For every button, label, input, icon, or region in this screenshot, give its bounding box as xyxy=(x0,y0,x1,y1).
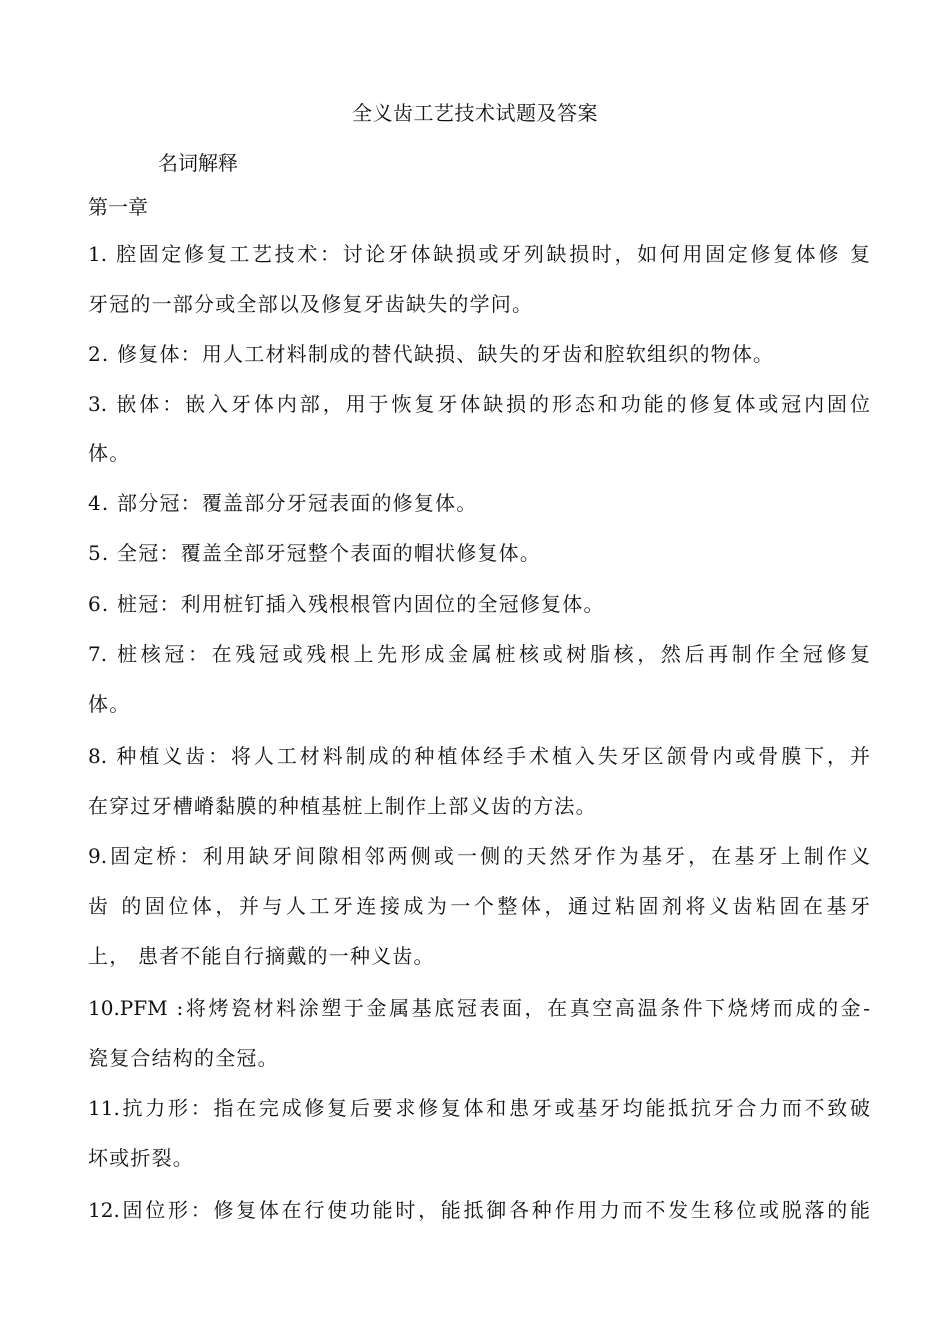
text-line: 11.抗力形：指在完成修复后要求修复体和患牙或基牙均能抵抗牙合力而不致破 xyxy=(88,1096,870,1120)
chapter-heading: 第一章 xyxy=(88,195,148,219)
text-line: 4. 部分冠：覆盖部分牙冠表面的修复体。 xyxy=(88,491,478,515)
text-line: 牙冠的一部分或全部以及修复牙齿缺失的学问。 xyxy=(88,292,534,316)
text-line: 9.固定桥：利用缺牙间隙相邻两侧或一侧的天然牙作为基牙，在基牙上制作义 xyxy=(88,844,870,868)
text-line: 体。 xyxy=(88,692,131,716)
text-line: 7. 桩核冠：在残冠或残根上先形成金属桩核或树脂核，然后再制作全冠修复 xyxy=(88,642,870,666)
text-line: 3. 嵌体：嵌入牙体内部，用于恢复牙体缺损的形态和功能的修复体或冠内固位 xyxy=(88,392,870,416)
text-line: 12.固位形：修复体在行使功能时，能抵御各种作用力而不发生移位或脱落的能 xyxy=(88,1198,870,1222)
text-line: 齿 的固位体，并与人工牙连接成为一个整体，通过粘固剂将义齿粘固在基牙 xyxy=(88,894,870,918)
text-line: 体。 xyxy=(88,441,131,465)
text-line: 8. 种植义齿：将人工材料制成的种植体经手术植入失牙区颌骨内或骨膜下，并 xyxy=(88,744,870,768)
text-line: 10.PFM :将烤瓷材料涂塑于金属基底冠表面，在真空高温条件下烧烤而成的金- xyxy=(88,996,870,1020)
text-line: 上， 患者不能自行摘戴的一种义齿。 xyxy=(88,944,435,968)
section-heading: 名词解释 xyxy=(158,151,238,175)
text-line: 在穿过牙槽嵴黏膜的种植基桩上制作上部义齿的方法。 xyxy=(88,794,597,818)
text-line: 瓷复合结构的全冠。 xyxy=(88,1046,279,1070)
text-line: 6. 桩冠：利用桩钉插入残根根管内固位的全冠修复体。 xyxy=(88,592,605,616)
text-line: 坏或折裂。 xyxy=(88,1146,194,1170)
document-title: 全义齿工艺技术试题及答案 xyxy=(352,101,598,125)
text-line: 2. 修复体：用人工材料制成的替代缺损、缺失的牙齿和腔软组织的物体。 xyxy=(88,342,775,366)
text-line: 5. 全冠：覆盖全部牙冠整个表面的帽状修复体。 xyxy=(88,541,542,565)
text-line: 1. 腔固定修复工艺技术：讨论牙体缺损或牙列缺损时，如何用固定修复体修 复 xyxy=(88,242,870,266)
